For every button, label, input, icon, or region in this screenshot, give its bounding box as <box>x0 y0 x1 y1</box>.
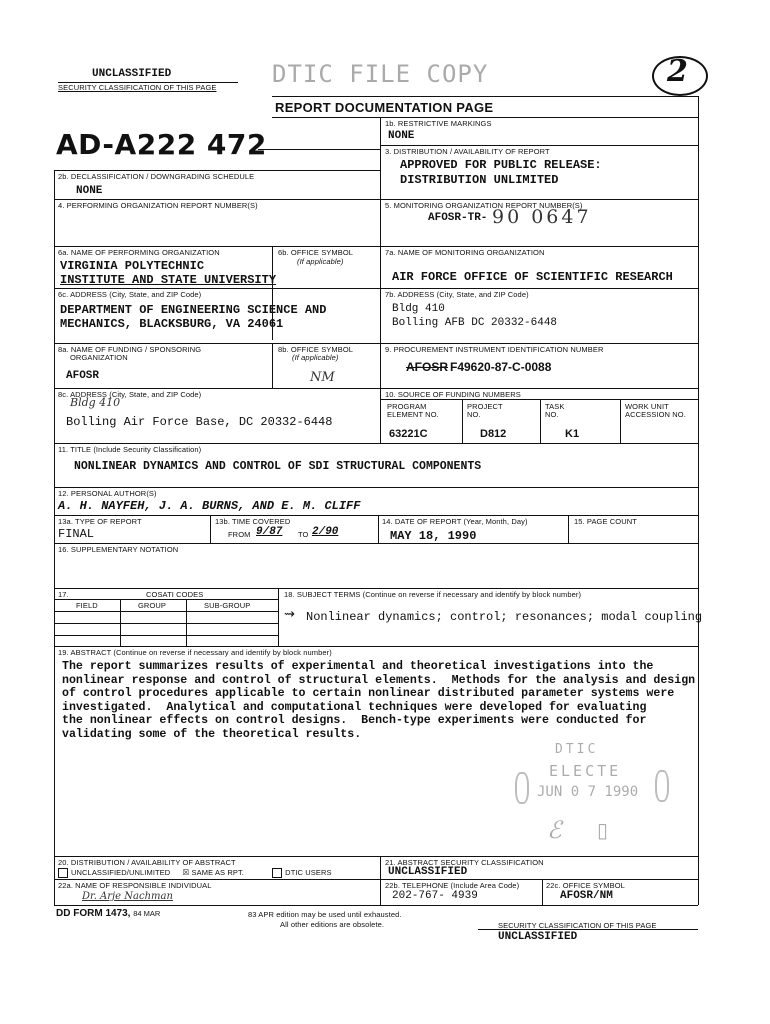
unclassified-unlimited-checkbox[interactable] <box>58 868 68 878</box>
arrow-icon: ⇝ <box>284 606 295 621</box>
field-10-program-label-2: ELEMENT NO. <box>387 410 439 419</box>
ad-number: AD-A222 472 <box>56 128 267 161</box>
field-22c-value: AFOSR/NM <box>560 890 613 902</box>
field-8b-value: NM <box>310 370 335 385</box>
field-13b-from-label: FROM <box>228 530 251 539</box>
field-10-task: K1 <box>565 428 580 440</box>
field-21-value: UNCLASSIFIED <box>388 866 468 878</box>
field-8c-label: 8c. ADDRESS (City, State, and ZIP Code) <box>58 390 202 399</box>
field-9-label: 9. PROCUREMENT INSTRUMENT IDENTIFICATION NUMBER <box>385 345 604 354</box>
field-17-field: FIELD <box>76 601 98 610</box>
field-22c-label: 22c. OFFICE SYMBOL <box>546 881 625 890</box>
field-6a-label: 6a. NAME OF PERFORMING ORGANIZATION <box>58 248 220 257</box>
field-22a-label: 22a. NAME OF RESPONSIBLE INDIVIDUAL <box>58 881 212 890</box>
field-17-cosati: COSATI CODES <box>146 590 204 599</box>
field-22a-value: Dr. Arje Nachman <box>82 891 173 902</box>
field-14-value: MAY 18, 1990 <box>390 529 477 543</box>
field-7a-label: 7a. NAME OF MONITORING ORGANIZATION <box>385 248 545 257</box>
field-7b-value-2: Bolling AFB DC 20332-6448 <box>392 317 558 329</box>
field-15-label: 15. PAGE COUNT <box>574 517 637 526</box>
abstract-line: The report summarizes results of experimental and theoretical investigations into the <box>62 660 654 673</box>
field-18-label: 18. SUBJECT TERMS (Continue on reverse if necessary and identify by block number) <box>284 590 582 599</box>
field-13b-to-label: TO <box>298 530 309 539</box>
field-6b-sub: (If applicable) <box>297 257 344 266</box>
dtic-electe-stamp: DTIC ELECTE JUN 0 7 1990 ℰ ▯ <box>505 740 675 850</box>
field-18-value: Nonlinear dynamics; control; resonances; modal coupling <box>306 610 703 624</box>
field-14-label: 14. DATE OF REPORT (Year, Month, Day) <box>382 517 528 526</box>
page-title: REPORT DOCUMENTATION PAGE <box>275 100 494 115</box>
field-2b-value: NONE <box>76 185 103 197</box>
field-19-label: 19. ABSTRACT (Continue on reverse if necessary and identify by block number) <box>58 648 332 657</box>
field-10-program-label-1: PROGRAM <box>387 402 427 411</box>
field-10-project: D812 <box>480 428 507 440</box>
field-20-options <box>58 868 332 878</box>
field-5-value: AFOSR-TR- <box>428 212 488 224</box>
field-5-label: 5. MONITORING ORGANIZATION REPORT NUMBER(S) <box>385 201 583 210</box>
field-8c-hand: Bldg 410 <box>70 396 121 409</box>
field-10-program: 63221C <box>389 428 428 440</box>
field-17-label: 17. <box>58 590 69 599</box>
field-22b-label: 22b. TELEPHONE (Include Area Code) <box>385 881 520 890</box>
field-6c-value-2: MECHANICS, BLACKSBURG, VA 24061 <box>60 317 284 331</box>
field-17-group: GROUP <box>138 601 167 610</box>
field-17-subgroup: SUB-GROUP <box>204 601 251 610</box>
abstract-line: the nonlinear effects on control designs. Bench-type experiments were conducted for <box>62 714 647 727</box>
field-20-opt2: SAME AS RPT. <box>191 868 244 877</box>
field-3-value-1: APPROVED FOR PUBLIC RELEASE: <box>400 158 602 172</box>
footer-edition-2: All other editions are obsolete. <box>280 920 385 929</box>
field-8c-value: Bolling Air Force Base, DC 20332-6448 <box>66 415 333 429</box>
field-13b-to: 2/90 <box>312 526 339 538</box>
footer-edition-1: 83 APR edition may be used until exhausted. <box>248 910 402 919</box>
field-13a-value: FINAL <box>58 527 95 541</box>
field-8a-value: AFOSR <box>66 370 100 382</box>
field-13b-from: 9/87 <box>256 526 283 538</box>
abstract-line: validating some of the theoretical results. <box>62 727 362 741</box>
field-3-value-2: DISTRIBUTION UNLIMITED <box>400 173 559 187</box>
field-9-struck: AFOSR <box>406 360 448 374</box>
field-12-label: 12. PERSONAL AUTHOR(S) <box>58 489 157 498</box>
classification-top: UNCLASSIFIED <box>92 68 172 80</box>
field-20-opt1: UNCLASSIFIED/UNLIMITED <box>71 868 171 877</box>
abstract-line: of control procedures applicable to certain nonlinear distributed parameter systems were <box>62 687 675 700</box>
field-20-opt3: DTIC USERS <box>285 868 332 877</box>
field-1b-value: NONE <box>388 130 415 142</box>
circled-number: 2 <box>667 54 688 89</box>
field-1b-label: 1b. RESTRICTIVE MARKINGS <box>385 119 492 128</box>
field-22b-value: 202-767- 4939 <box>392 890 478 902</box>
footer-form: DD FORM 1473, 84 MAR <box>56 908 161 919</box>
abstract-text <box>62 660 695 741</box>
field-13b-label: 13b. TIME COVERED <box>215 517 291 526</box>
field-7b-label: 7b. ADDRESS (City, State, and ZIP Code) <box>385 290 529 299</box>
field-6c-value-1: DEPARTMENT OF ENGINEERING SCIENCE AND <box>60 303 327 317</box>
field-10-label: 10. SOURCE OF FUNDING NUMBERS <box>385 390 521 399</box>
dtic-users-checkbox[interactable] <box>272 868 282 878</box>
field-21-label: 21. ABSTRACT SECURITY CLASSIFICATION <box>385 858 544 867</box>
field-6a-value-2: INSTITUTE AND STATE UNIVERSITY <box>60 273 277 287</box>
field-7a-value: AIR FORCE OFFICE OF SCIENTIFIC RESEARCH <box>392 270 673 284</box>
field-4-label: 4. PERFORMING ORGANIZATION REPORT NUMBER(S) <box>58 201 258 210</box>
field-5-number: 90 0647 <box>492 206 592 228</box>
field-8b-sub: (If applicable) <box>292 353 339 362</box>
classification-label-top: SECURITY CLASSIFICATION OF THIS PAGE <box>58 83 217 92</box>
field-11-value: NONLINEAR DYNAMICS AND CONTROL OF SDI STRUCTURAL COMPONENTS <box>74 460 482 473</box>
field-6c-label: 6c. ADDRESS (City, State, and ZIP Code) <box>58 290 202 299</box>
field-12-value: A. H. NAYFEH, J. A. BURNS, AND E. M. CLIFF <box>58 499 361 513</box>
field-11-label: 11. TITLE (Include Security Classification) <box>58 445 202 454</box>
field-10-work-label-1: WORK UNIT <box>625 402 669 411</box>
field-7b-value-1: Bldg 410 <box>392 303 445 315</box>
footer-security-value: UNCLASSIFIED <box>498 931 578 943</box>
field-8a-label-1: 8a. NAME OF FUNDING / SPONSORING <box>58 345 202 354</box>
footer-security-label: SECURITY CLASSIFICATION OF THIS PAGE <box>498 921 657 930</box>
abstract-line: investigated. Analytical and computational techniques were developed for evaluating <box>62 700 647 714</box>
field-10-task-label-1: TASK <box>545 402 565 411</box>
field-10-project-label-1: PROJECT <box>467 402 503 411</box>
dtic-file-copy-stamp: DTIC FILE COPY <box>272 60 489 88</box>
field-10-work-label-2: ACCESSION NO. <box>625 410 686 419</box>
field-16-label: 16. SUPPLEMENTARY NOTATION <box>58 545 179 554</box>
field-9-value: F49620-87-C-0088 <box>450 360 552 374</box>
field-20-label: 20. DISTRIBUTION / AVAILABILITY OF ABSTRACT <box>58 858 236 867</box>
abstract-line: nonlinear response and control of structural elements. Methods for the analysis and design <box>62 673 696 687</box>
field-13a-label: 13a. TYPE OF REPORT <box>58 517 142 526</box>
field-8a-label-2: ORGANIZATION <box>70 353 128 362</box>
field-8b-label: 8b. OFFICE SYMBOL <box>278 345 354 354</box>
check-mark-icon: ☒ <box>182 868 190 877</box>
field-6b-label: 6b. OFFICE SYMBOL <box>278 248 354 257</box>
field-2b-label: 2b. DECLASSIFICATION / DOWNGRADING SCHEDULE <box>58 172 255 181</box>
field-3-label: 3. DISTRIBUTION / AVAILABILITY OF REPORT <box>385 147 550 156</box>
field-10-project-label-2: NO. <box>467 410 481 419</box>
field-10-task-label-2: NO. <box>545 410 559 419</box>
field-6a-value-1: VIRGINIA POLYTECHNIC <box>60 259 205 273</box>
